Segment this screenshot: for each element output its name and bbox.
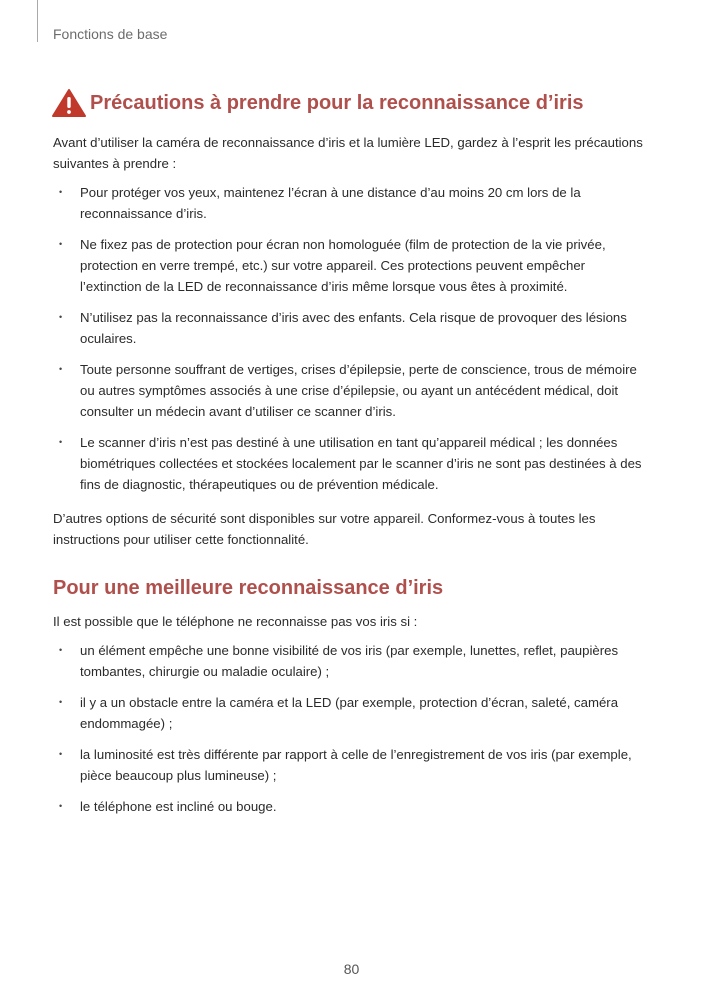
- better-recognition-list: [53, 640, 643, 817]
- better-recognition-intro: Il est possible que le téléphone ne reconnaisse pas vos iris si :: [53, 614, 418, 629]
- precautions-outro: D’autres options de sécurité sont disponibles sur votre appareil. Conformez-vous à toutes les instructions pour utiliser cette fonctionnalité.: [53, 511, 596, 547]
- list-item: • Toute personne souffrant de vertiges, crises d’épilepsie, perte de conscience, trous de mémoire ou autres symptômes associés à une crise d’épilepsie, ou ayant un antécédent médical, doit consulter un médecin avant d’utiliser ce scanner d’iris.: [53, 359, 643, 422]
- section-header: Fonctions de base: [53, 26, 168, 42]
- precautions-list: [53, 182, 643, 495]
- precautions-heading: [53, 88, 643, 118]
- page-content: [53, 88, 643, 827]
- list-item: • il y a un obstacle entre la caméra et la LED (par exemple, protection d’écran, saleté, caméra endommagée) ;: [53, 692, 643, 734]
- warning-triangle-icon: [51, 88, 87, 118]
- list-item: • la luminosité est très différente par rapport à celle de l’enregistrement de vos iris (par exemple, pièce beaucoup plus lumineuse) ;: [53, 744, 643, 786]
- list-item: • Le scanner d’iris n’est pas destiné à une utilisation en tant qu’appareil médical ; les données biométriques collectées et stockées localement par le scanner d’iris ne sont pas destinées à des fins de diagnostic, thérapeutiques ou de prévention médicale.: [53, 432, 643, 495]
- list-item: • Pour protéger vos yeux, maintenez l’écran à une distance d’au moins 20 cm lors de la reconnaissance d’iris.: [53, 182, 643, 224]
- precautions-intro: Avant d’utiliser la caméra de reconnaissance d’iris et la lumière LED, gardez à l’esprit les précautions suivantes à prendre :: [53, 135, 643, 171]
- precautions-title: Précautions à prendre pour la reconnaissance d’iris: [90, 91, 584, 114]
- list-item: • le téléphone est incliné ou bouge.: [53, 796, 643, 817]
- list-item: • un élément empêche une bonne visibilité de vos iris (par exemple, lunettes, reflet, paupières tombantes, chirurgie ou maladie oculaire) ;: [53, 640, 643, 682]
- list-item: • N’utilisez pas la reconnaissance d’iris avec des enfants. Cela risque de provoquer des lésions oculaires.: [53, 307, 643, 349]
- better-recognition-heading: Pour une meilleure reconnaissance d’iris: [53, 577, 444, 599]
- header-divider: [37, 0, 38, 42]
- page-number: 80: [343, 961, 360, 977]
- list-item: • Ne fixez pas de protection pour écran non homologuée (film de protection de la vie privée, protection en verre trempé, etc.) sur votre appareil. Ces protections peuvent empêcher l’extinction de la LED de reconnaissance d’iris même lorsque vous êtes à proximité.: [53, 234, 643, 297]
